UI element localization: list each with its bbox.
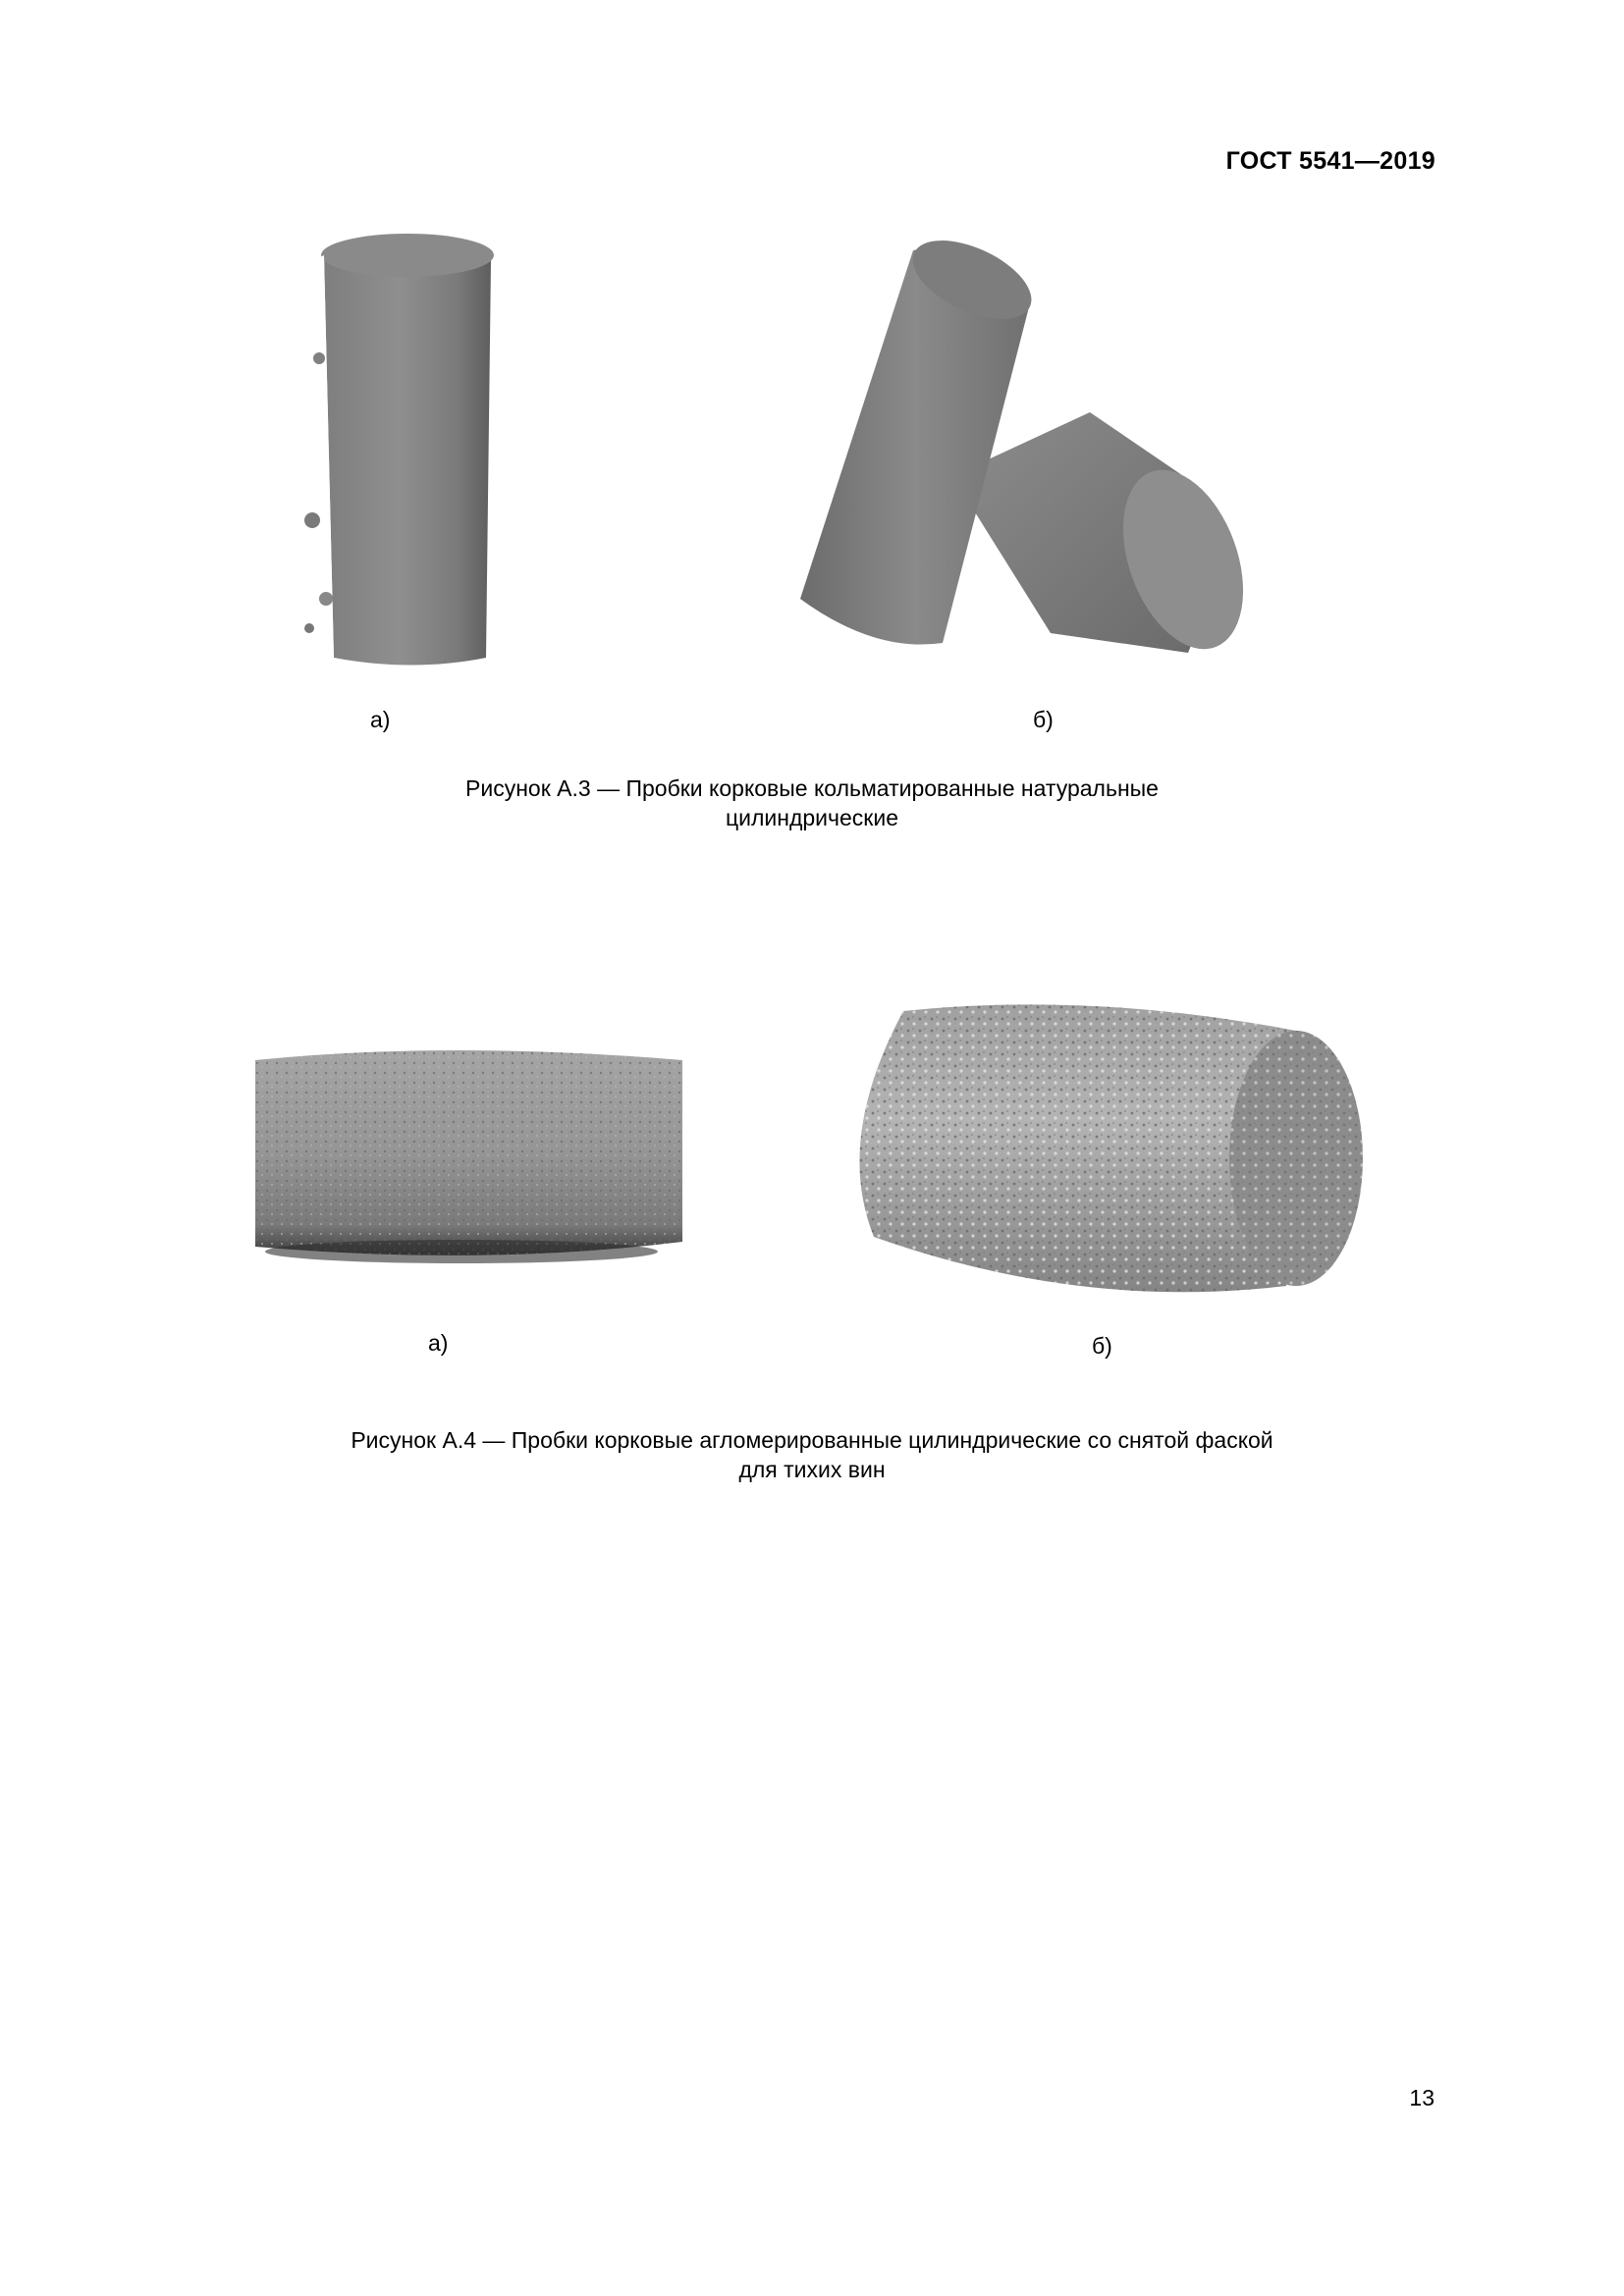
figure-a4-label-a: а): [428, 1330, 449, 1356]
figure-a4-caption-line1: Рисунок А.4 — Пробки корковые агломерированные цилиндрические со снятой фаской: [351, 1427, 1273, 1453]
document-id: ГОСТ 5541—2019: [1225, 147, 1435, 175]
figure-a4-image-a: [236, 1031, 687, 1271]
figure-a3-image-a: [265, 226, 511, 677]
page-number: 13: [1409, 2085, 1435, 2110]
figure-a3-caption: [0, 774, 1624, 832]
figure-a3-label-b: б): [1033, 707, 1054, 732]
figure-a3-label-a: а): [370, 707, 391, 732]
figure-a4-caption-line2: для тихих вин: [738, 1457, 886, 1482]
figure-a3-caption-line2: цилиндрические: [725, 805, 899, 830]
figure-a3-caption-line1: Рисунок А.3 — Пробки корковые кольматированные натуральные: [465, 775, 1159, 801]
figure-a4-label-b: б): [1092, 1333, 1112, 1359]
figure-a3-image-b: [795, 240, 1286, 672]
figure-a4-caption: [0, 1425, 1624, 1484]
figure-a4-image-b: [835, 991, 1370, 1310]
